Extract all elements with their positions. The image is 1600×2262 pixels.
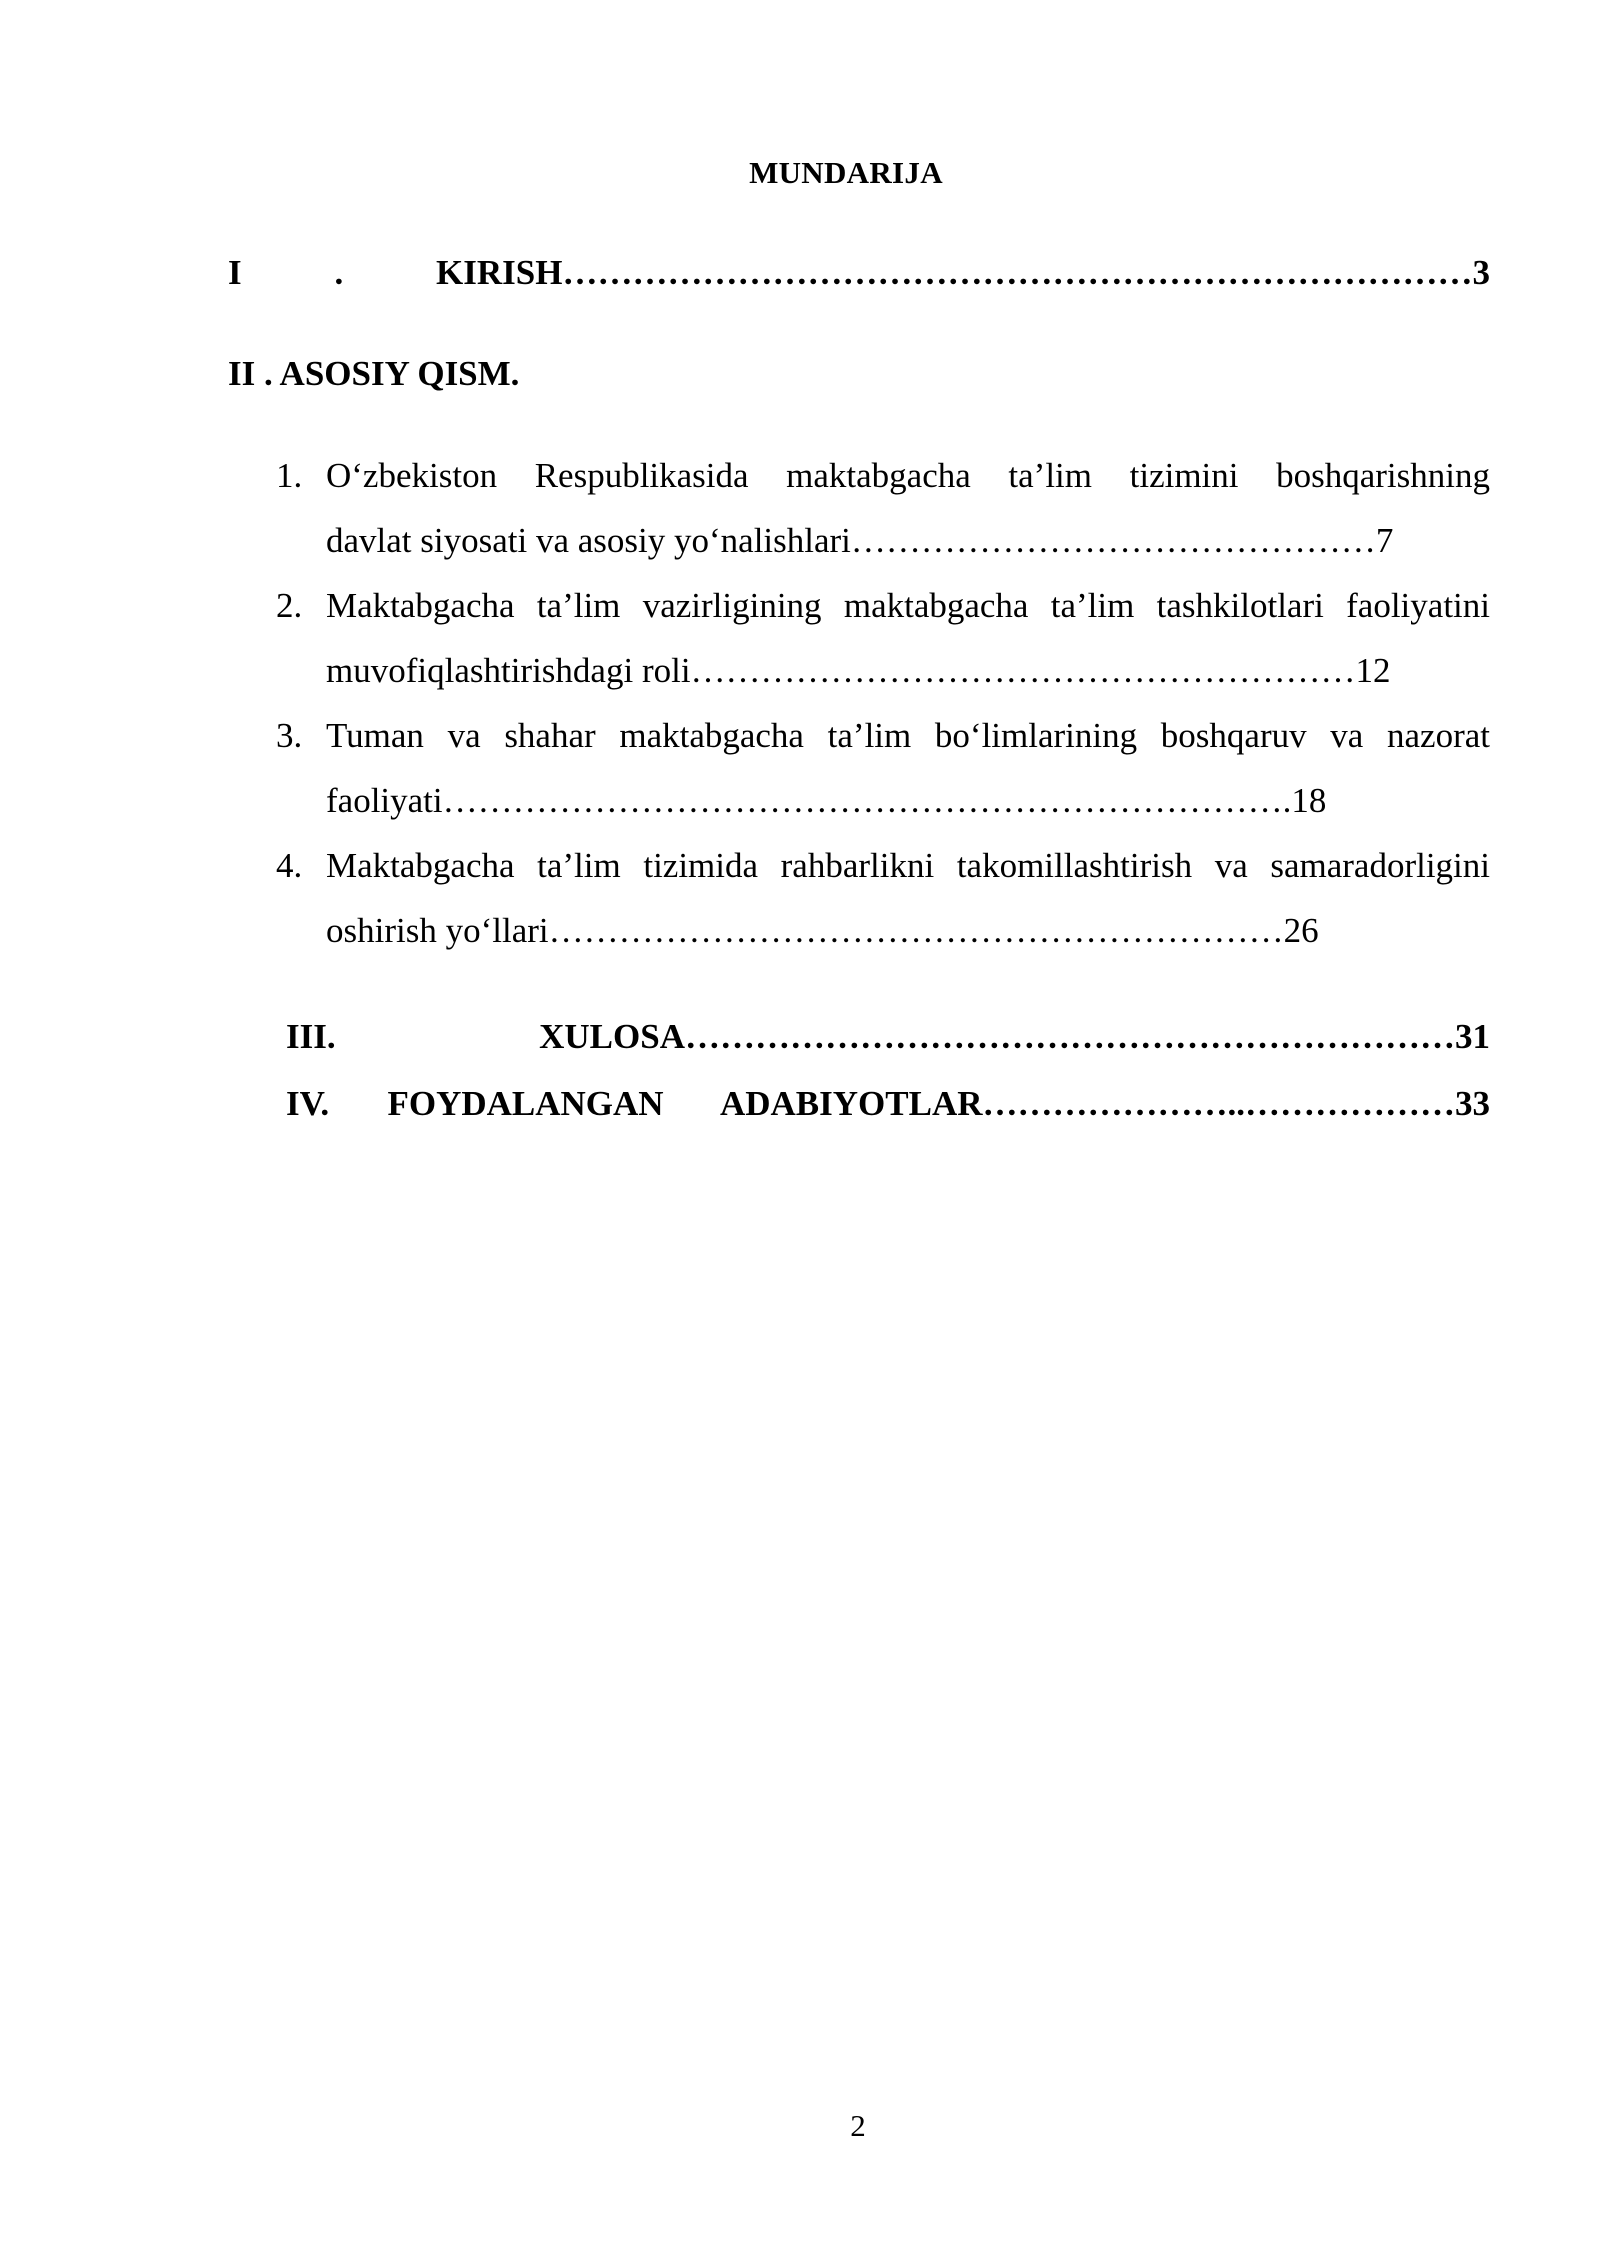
subitem-text-line2: muvofiqlashtirishdagi roli…………………………………………………12 [326, 651, 1391, 690]
toc-entry-introduction[interactable]: I . KIRISH……………………………………………………………………3 [228, 253, 1490, 292]
toc-entry-references[interactable]: IV. FOYDALANGAN ADABIYOTLAR…………………..………………33 [286, 1084, 1490, 1123]
subitem-text-line1: Tuman va shahar maktabgacha ta’lim bo‘limlarining boshqaruv va nazorat [326, 716, 1490, 755]
toc-heading-main-part[interactable]: II . ASOSIY QISM. [228, 354, 520, 393]
subitem-number: 1. [276, 456, 303, 495]
subitem-text-line1: Maktabgacha ta’lim tizimida rahbarlikni takomillashtirish va samaradorligini [326, 846, 1490, 885]
subitem-number: 4. [276, 846, 303, 885]
subitem-text-line2: davlat siyosati va asosiy yo‘nalishlari………………………………………7 [326, 521, 1394, 560]
subitem-text-line2: faoliyati……………………………………………………………….18 [326, 781, 1327, 820]
subitem-number: 2. [276, 586, 303, 625]
subitem-text-line1: Maktabgacha ta’lim vazirligining maktabgacha ta’lim tashkilotlari faoliyatini [326, 586, 1490, 625]
subitem-text-line1: O‘zbekiston Respublikasida maktabgacha ta’lim tizimini boshqarishning [326, 456, 1490, 495]
toc-entry-conclusion[interactable]: III. XULOSA…………………………………………………………31 [286, 1017, 1490, 1056]
page-title: MUNDARIJA [749, 155, 943, 190]
subitem-text-line2: oshirish yo‘llari………………………………………………………26 [326, 911, 1319, 950]
page-number: 2 [850, 2108, 866, 2143]
subitem-number: 3. [276, 716, 303, 755]
